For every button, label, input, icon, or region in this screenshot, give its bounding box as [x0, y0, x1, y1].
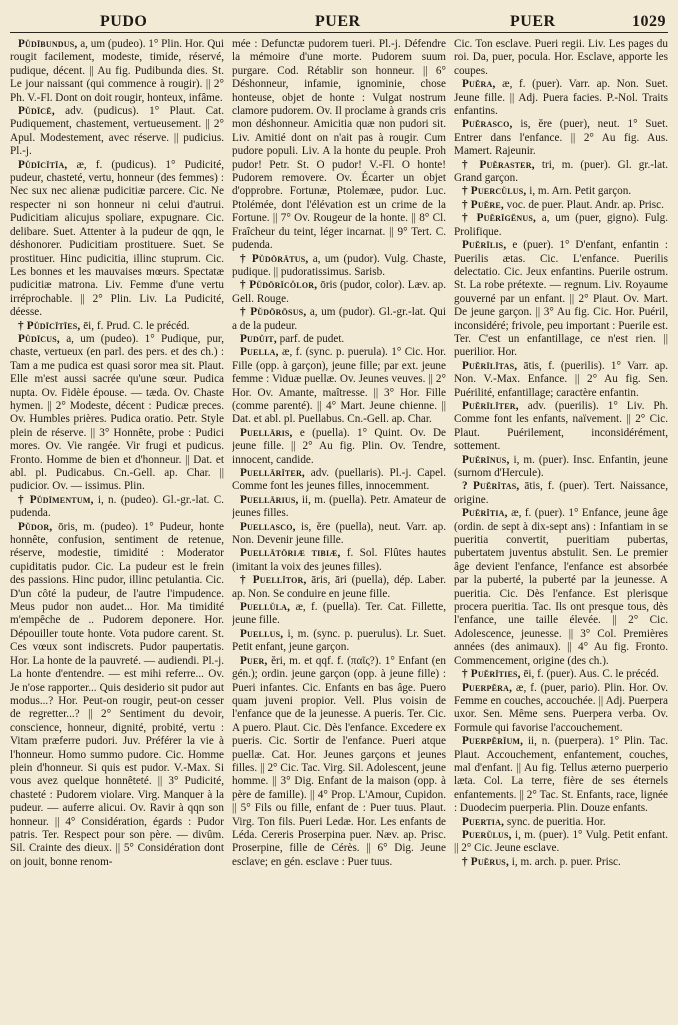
entry-definition: a, um (pudeo). 1° Plin. Hor. Qui rougit facilement, modeste, timide, réservé, pudique, décent. || Au fig. Pudibunda dies. St. Le jour naissant (qui commence à rougir). || 2° Ph. V.-Fl. Dont on doit rougir, honteux, infâme. — [10, 38, 224, 104]
dictionary-entry — [10, 159, 224, 320]
entry-definition: a, um (puer, gigno). Fulg. Prolifique. — [454, 212, 668, 238]
entry-headword: Puerpĕra, — [462, 681, 513, 694]
entry-definition: æ, f. (puer, pario). Plin. Hor. Ov. Femme en couches, accouchée. || Adj. Puerpera uxor. Sen. Même sens. Puerpera verba. Ov. Formule qui favorise l'accouchement. — [454, 681, 668, 734]
dictionary-entry — [454, 239, 668, 360]
entry-definition: e (puella). 1° Quint. Ov. De jeune fille. || 2° Au fig. Plin. Ov. Tendre, innocent, candide. — [232, 426, 446, 466]
entry-definition: i, m. (sync. p. puerulus). Lr. Suet. Petit enfant, jeune garçon. — [232, 627, 446, 654]
entry-headword: Pŭdīcĭtĭa, — [18, 158, 68, 171]
dictionary-entry — [454, 185, 668, 198]
dictionary-entry — [10, 38, 224, 105]
dictionary-entry — [232, 494, 446, 521]
entry-definition: tri, m. (puer). Gl. gr.-lat. Grand garçon. — [454, 158, 668, 185]
column-2 — [232, 38, 446, 1023]
entry-definition: i, m. (puer). Insc. Enfantin, jeune (surnom d'Hercule). — [454, 453, 668, 479]
dictionary-entry — [454, 360, 668, 400]
dictionary-entry — [232, 521, 446, 548]
dictionary-entry — [232, 253, 446, 280]
entry-headword: Puĕrīlis, — [462, 239, 507, 252]
dictionary-entry — [10, 320, 224, 333]
entry-headword: Puĕrasco, — [462, 118, 513, 131]
entry-definition: a, um (pudeo). 1° Pudique, pur, chaste, vertueux (en parl. des pers. et des ch.) : Tam a me pudica est quasi soror mea sit. Plaut. Elle m'est aussi sacrée qu'une sœur. Pudica nupta. Ov. Fidèle épouse. — tæda. Ov. Chaste hymen. || 2° Modeste, décent : Pudicæ preces. Ov. Humbles prières. Pudica oratio. Petr. Style plein de réserve. || 3° Honnête, probe : Pudici mores. Ov. Vie rangée. Vir frugi et pudicus. Fronto. Homme de bien et d'honneur. || Dat. et abl. pl. Pudicabus. Cn.-Gell. ap. Char. || pudicior. Ov. — issimus. Plin. — [10, 332, 224, 493]
dictionary-entry — [232, 38, 446, 253]
dictionary-entry — [232, 601, 446, 628]
entry-headword: Puellus, — [240, 627, 284, 640]
entry-headword: † Puellĭtor, — [240, 574, 307, 587]
page-header — [10, 6, 668, 33]
dictionary-entry — [232, 628, 446, 655]
dictionary-entry — [454, 38, 668, 78]
entry-headword: † Pŭdōrĭcŏlor, — [240, 279, 318, 292]
entry-headword: Puer, — [240, 654, 268, 667]
entry-definition: i, m. arch. p. puer. Prisc. — [511, 855, 621, 868]
dictionary-entry — [454, 199, 668, 212]
entry-headword: Puĕrīnus, — [462, 453, 510, 466]
entry-headword: Pŭdībundus, — [18, 38, 78, 50]
entry-definition: ōris (pudor, color). Læv. ap. Gell. Rouge. — [232, 279, 446, 305]
dictionary-entry — [454, 454, 668, 481]
entry-definition: æ, f. (puer). 1° Enfance, jeune âge (ordin. de sept à dix-sept ans) : Infantiam in se pueritia convertit, pueritiam pubertas, pubertatem juventus abstulit. Sen. Le premier âge devient l'enfance, l'enfance est absorbée par la puberté, la puberté par la jeunesse. A pueritia. Cic. Dès l'enfance. Est plerisque procera pueritia. Tac. Ils ont presque tous, dès l'enfance, une taille élevée. || 2° Cic. Adolescence, jeunesse. || 3° Col. Premières années (des animaux). || 4° Au fig. Fronto. Commencement, origine (des ch.). — [454, 507, 668, 667]
dictionary-entry — [232, 467, 446, 494]
entry-headword: Puerpĕrĭum, — [462, 735, 524, 748]
dictionary-entry — [10, 333, 224, 494]
dictionary-entry — [454, 735, 668, 815]
dictionary-entry — [232, 306, 446, 333]
header-right-guide-word: PUER — [510, 13, 556, 30]
column-3 — [454, 38, 668, 1023]
dictionary-entry — [232, 574, 446, 601]
entry-definition: æ, f. (sync. p. puerula). 1° Cic. Hor. Fille (opp. à garçon), jeune fille; par ext. jeune femme : Viduæ puellæ. Ov. Jeunes veuves. || 2° Hor. Ov. Amante, maîtresse. || 3° Hor. Fille (comme parenté). || 4° Mart. Jeune chienne. || Dat. et abl. pl. Puellabus. Cn.-Gell. ap. Char. — [232, 346, 446, 426]
entry-headword: Puĕra, — [462, 78, 496, 91]
entry-headword: Puĕrĭtia, — [462, 507, 508, 520]
dictionary-entry — [454, 159, 668, 186]
entry-definition: adv. (pudicus). 1° Plaut. Cat. Pudiquement, chastement, vertueusement. || 2° Apul. Modestement, avec réserve. || pudicius. Pl.-j. — [10, 105, 224, 158]
dictionary-entry — [454, 78, 668, 118]
entry-definition: adv. (puerilis). 1° Liv. Ph. Comme font les enfants, naïvement. || 2° Cic. Plaut. Puérilement, inconsidérément, sottement. — [454, 399, 668, 453]
entry-headword: † Puĕrus, — [462, 855, 509, 868]
entry-definition: i, m. Arn. Petit garçon. — [529, 185, 632, 198]
entry-headword: ? Puĕrĭtas, — [462, 480, 520, 493]
text-columns — [10, 38, 668, 1023]
dictionary-entry — [454, 856, 668, 869]
entry-definition: æ, f. (pudicus). 1° Pudicité, pudeur, chasteté, vertu, honneur (des femmes) : Nec sux nec alienæ pudicitiæ parcere. Cic. Ne respecter ni son honneur ni celui d'autrui. Pudicitiam alicujus spoliare, expugnare. Cic. delibare. Suet. Attenter à la pudeur de qqn, le déshonorer. Pudicitiam prostituere. Suet. Se prostituer. Hinc pudicitia, illinc stuprum. Cic. Les bonnes et les mauvaises mœurs. Spectatæ pudicitiæ matrona. Liv. Femme d'une vertu irréprochable. || 2° Plin. Liv. La Pudicité, déesse. — [10, 158, 224, 319]
entry-headword: † Puĕrĭgĕnus, — [462, 212, 537, 225]
entry-headword: Pŭdīcus, — [18, 332, 60, 345]
dictionary-entry — [454, 400, 668, 454]
dictionary-entry — [454, 212, 668, 239]
entry-definition: ii, m. (puella). Petr. Amateur de jeunes filles. — [232, 493, 446, 520]
entry-headword: † Pŭdōrōsus, — [240, 306, 307, 319]
dictionary-entry — [454, 118, 668, 158]
entry-definition: ēi, f. Prud. C. le précéd. — [83, 319, 190, 332]
entry-headword: † Puĕraster, — [462, 158, 535, 171]
dictionary-entry — [454, 668, 668, 681]
page-number: 1029 — [632, 13, 666, 30]
entry-definition: is, ĕre (puella), neut. Varr. ap. Non. Devenir jeune fille. — [232, 520, 446, 547]
entry-definition: æ, f. (puer). Varr. ap. Non. Suet. Jeune fille. || Adj. Puera facies. P.-Nol. Traits enfantins. — [454, 78, 668, 118]
entry-headword: Puerŭlus, — [462, 828, 512, 841]
entry-definition: adv. (puellaris). Pl.-j. Capel. Comme font les jeunes filles, innocemment. — [232, 467, 446, 493]
dictionary-entry — [232, 279, 446, 306]
entry-definition: ĕri, m. et qqf. f. (παῖς?). 1° Enfant (en gén.); ordin. jeune garçon (opp. à jeune fille) : Pueri infantes. Cic. Enfants en bas âge. Puero quam juveni propior. Vell. Plus voisin de l'enfance que de la jeunesse. A pueris. Ter. Cic. A puero. Plaut. Cic. Dès l'enfance. Excedere ex pueris. Cic. Sortir de l'enfance. Pueri atque puellæ. Cat. Hor. Jeunes garçons et jeunes filles. || 2° Cic. Tac. Virg. Sil. Adolescent, jeune homme. || 3° Dig. Enfant de la maison (opp. à père de famille). || 4° Prop. L'Amour, Cupidon. || 5° Fils ou fille, enfant de : Puer tuus. Plaut. Virg. Ton fils. Pueri Ledæ. Hor. Les enfants de Léda. Cereris Proserpina puer. Næv. ap. Prisc. Proserpine, fille de Cérès. || 6° Dig. Jeune esclave; en gén. esclave : Puer tuus. — [232, 654, 446, 868]
entry-headword: Puellārĭter, — [240, 467, 305, 479]
entry-definition: æ, f. (puella). Ter. Cat. Fillette, jeune fille. — [232, 601, 446, 627]
entry-headword: Pŭdīcē, — [18, 105, 55, 118]
entry-definition: sync. de pueritia. Hor. — [506, 815, 606, 828]
dictionary-entry — [10, 494, 224, 521]
dictionary-entry — [10, 105, 224, 159]
entry-headword: † Pŭdōrātus, — [240, 252, 309, 265]
entry-headword: Puella, — [240, 346, 279, 359]
entry-definition: parf. de pudet. — [279, 332, 345, 345]
entry-definition: mée : Defunctæ pudorem tueri. Pl.-j. Défendre la mémoire d'une morte. Pudorem suum purgare. Cod. Rétablir son honneur. || 6° Déshonneur, infamie, ignominie, chose honteuse, objet de honte : Vulgat nostrum clamore pudorem. Ov. Il proclame à grands cris mon déshonneur. Amicitia quæ non pudori sit. Liv. Amitié dont on n'ait pas à rougir. Cum pudore populi. Liv. A la honte du peuple. Proh pudor! Petr. St. O pudor! V.-Fl. O honte! Pudorem removere. Ov. Écarter un objet d'opprobre. Fortunæ, Ptolemæe, pudor. Luc. Ptolémée, dont l'élévation est un crime de la Fortune. || 7° Ov. Rougeur de la honte. || 8° Cl. Fraîcheur du teint, léger incarnat. || 9° Tert. C. pudenda. — [232, 38, 446, 252]
entry-definition: ii, n. (puerpera). 1° Plin. Tac. Plaut. Accouchement, enfantement, couches, mal d'enfant. || Au fig. Tellus æterno puerperio læta. Col. La terre, fière de ses éternels enfantements. || 2° Tac. St. Enfants, race, lignée : Duodecim puerperia. Plin. Douze enfants. — [454, 735, 668, 815]
entry-headword: Puellātōriæ tibiæ, — [240, 547, 341, 560]
entry-definition: ātis, f. (puerilis). 1° Varr. ap. Non. V.-Max. Enfance. || 2° Au fig. Sen. Puérilité, enfantillage; caractère enfantin. — [454, 359, 668, 399]
entry-definition: āris, āri (puella), dép. Laber. ap. Non. Se conduire en jeune fille. — [232, 574, 446, 600]
dictionary-entry — [454, 507, 668, 668]
entry-definition: a, um (pudor). Gl.-gr.-lat. Qui a de la pudeur. — [232, 306, 446, 332]
header-middle-guide-word: PUER — [315, 13, 361, 30]
dictionary-entry — [454, 816, 668, 829]
entry-definition: ōris, m. (pudeo). 1° Pudeur, honte honnête, confusion, sentiment de retenue, réserve, modestie, timidité : Moderator cupiditatis pudor. Cic. La pudeur est le frein des passions. Hinc pudor, illinc petulantia. Cic. D'un côté la pudeur, de l'autre l'impudence. Meus pudor non audet... Hor. Ma timidité m'empêche de .. Pudorem deponere. Hor. Dépouiller toute honte. Vota pudore carent. St. Ces vœux sont indiscrets. Pudor paupertatis. Hor. La honte de la pauvreté. — audiendi. Pl.-j. La honte d'entendre. — est mihi referre... Ov. Je n'ose rapporter... Quis desiderio sit pudor aut modus...? Hor. Peut-on rougir, peut-on cesser de regretter...? || 2° Sentiment du devoir, conscience, honneur, dignité, probité, vertu : Vitam præferre pudori. Juv. Préférer la vie à l'honneur. Homo summo pudore. Cic. Homme plein d'honneur. Si quis est pudor. V.-Max. Si vous avez quelque honnêteté. || 3° Pudicité, chasteté : Pudorem violare. Virg. Manquer à la pudeur. — auferre alicui. Ov. Ravir à qqn son honneur. || 4° Considération, égards : Pudor patris. Ter. Respect pour son père. — divûm. Sil. Crainte des dieux. || 5° Considération dont on jouit, bonne renom- — [10, 520, 224, 868]
entry-definition: is, ĕre (puer), neut. 1° Suet. Entrer dans l'enfance. || 2° Au fig. Aus. Mamert. Rajeunir. — [454, 118, 668, 158]
dictionary-entry — [232, 655, 446, 870]
entry-definition: i, m. (puer). 1° Vulg. Petit enfant. || 2° Cic. Jeune esclave. — [454, 828, 668, 855]
entry-headword: Pŭdor, — [18, 520, 53, 533]
dictionary-entry — [454, 829, 668, 856]
dictionary-entry — [232, 547, 446, 574]
dictionary-entry — [454, 682, 668, 736]
entry-headword: Puertia, — [462, 815, 505, 828]
dictionary-entry — [10, 521, 224, 870]
entry-definition: ātis, f. (puer). Tert. Naissance, origine. — [454, 480, 668, 506]
entry-headword: Puellŭla, — [240, 601, 291, 614]
entry-headword: Puellārius, — [240, 493, 299, 506]
header-left-guide-word: PUDO — [100, 13, 148, 30]
entry-headword: † Pŭdīmentum, — [18, 493, 94, 506]
column-1 — [10, 38, 224, 1023]
entry-definition: Cic. Ton esclave. Pueri regii. Liv. Les pages du roi. Da, puer, pocula. Hor. Esclave, apporte les coupes. — [454, 38, 668, 77]
dictionary-entry — [232, 346, 446, 426]
entry-headword: Puĕrīlĭter, — [462, 399, 519, 412]
entry-definition: a, um (pudor). Vulg. Chaste, pudique. || pudoratissimus. Sarisb. — [232, 252, 446, 278]
entry-headword: † Puĕrĭties, — [462, 668, 521, 681]
entry-definition: f. Sol. Flûtes hautes (imitant la voix des jeunes filles). — [232, 547, 446, 573]
entry-definition: voc. de puer. Plaut. Andr. ap. Prisc. — [506, 198, 664, 211]
entry-definition: ēi, f. (puer). Aus. C. le précéd. — [523, 668, 659, 681]
entry-headword: Pudŭit, — [240, 332, 277, 345]
entry-headword: † Puercŭlus, — [462, 185, 527, 198]
dictionary-entry — [232, 333, 446, 346]
entry-definition: i, n. (pudeo). Gl.-gr.-lat. C. pudenda. — [10, 493, 224, 520]
entry-definition: e (puer). 1° D'enfant, enfantin : Puerilis ætas. Cic. L'enfance. Puerilis delectatio. Cic. Jeux enfantins. Puerile ostrum. St. La robe prétexte. — regnum. Liv. Royaume gouverné par un enfant. || 2° Plaut. Ov. Mart. De jeune garçon. || 3° Au fig. Cic. Hor. Puéril, inconsidéré; frivole, peu important : Puerile est. Ter. C'est un enfantillage, ce n'est rien. || puerilior. Hor. — [454, 239, 668, 359]
dictionary-entry — [454, 480, 668, 507]
entry-headword: Puellasco, — [240, 520, 296, 533]
entry-headword: Puĕrīlĭtas, — [462, 359, 518, 372]
dictionary-entry — [232, 427, 446, 467]
entry-headword: † Pŭdīcĭtĭes, — [18, 319, 81, 332]
entry-headword: Puellāris, — [240, 426, 293, 439]
entry-headword: † Puĕre, — [462, 198, 504, 211]
